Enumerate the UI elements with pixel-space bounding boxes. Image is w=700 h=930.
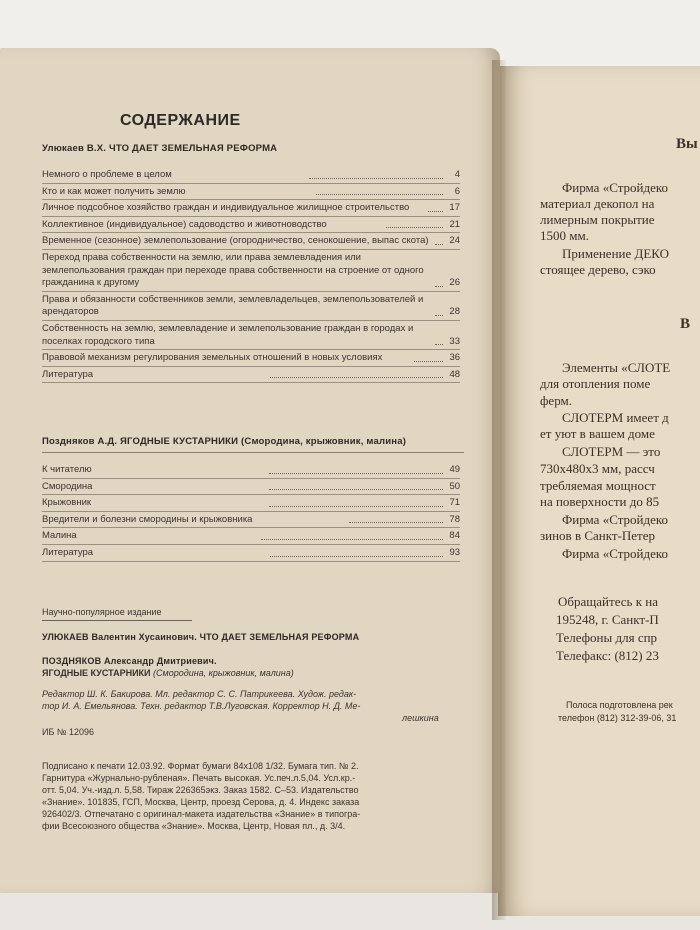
leader-dots <box>270 556 443 557</box>
toc-entry-title: Коллективное (индивидуальное) садоводство и животноводство <box>42 218 327 230</box>
toc-entry <box>42 497 460 512</box>
toc-entry-title: Правовой механизм регулирования земельных отношений в новых условиях <box>42 352 383 364</box>
toc-entry <box>42 514 460 529</box>
toc-entry <box>42 169 460 184</box>
right-page-line: Вы <box>676 136 698 152</box>
toc-entry-title: Собственность на землю, землевладение и землепользование граждан в городах и поселках городского типа <box>42 322 414 347</box>
section1-contents <box>42 169 460 385</box>
imprint-book2-sub: (Смородина, крыжовник, малина) <box>153 668 294 678</box>
toc-entry-title: К читателю <box>42 464 92 475</box>
toc-entry-page: 84 <box>449 530 460 542</box>
leader-dots <box>316 194 443 195</box>
section2-heading <box>42 436 406 447</box>
section1-heading <box>42 143 277 154</box>
imprint-detail-line: фии Всесоюзного общества «Знание». Москва, Центр, Новая пл., д. 3/4. <box>42 821 346 831</box>
imprint-detail-line: отт. 5,04. Уч.-изд.л. 5,58. Тираж 226365экз. Заказ 1582. С–53. Издательство <box>42 785 359 795</box>
right-page-line: на поверхности до 85 <box>540 494 660 509</box>
imprint-book1: УЛЮКАЕВ Валентин Хусаинович. ЧТО ДАЕТ ЗЕМЕЛЬНАЯ РЕФОРМА <box>42 632 360 642</box>
right-page-line: требляемая мощност <box>540 478 656 493</box>
leader-dots <box>428 211 443 212</box>
toc-entry-title: Временное (сезонное) землепользование (огородничество, сенокошение, выпас скота) <box>42 235 429 247</box>
toc-entry-title: Литература <box>42 368 94 380</box>
section2-subtitle: (Смородина, крыжовник, малина) <box>241 436 407 447</box>
toc-entry-page: 50 <box>449 480 461 492</box>
toc-entry-page: 78 <box>449 513 460 525</box>
toc-entry-page: 48 <box>449 368 461 380</box>
book-gutter <box>492 60 506 920</box>
toc-entry-page: 6 <box>454 185 460 197</box>
right-page-line: материал декопол на <box>540 196 655 211</box>
toc-entry-title: Литература <box>42 546 94 558</box>
leader-dots <box>269 489 443 490</box>
section2-contents <box>42 464 460 564</box>
section2-title: ЯГОДНЫЕ КУСТАРНИКИ <box>120 436 239 447</box>
toc-entry <box>42 369 460 384</box>
editors-line: лешкина <box>402 713 439 723</box>
toc-entry-page: 4 <box>454 169 460 180</box>
right-page-line: 730х480х3 мм, рассч <box>540 461 655 476</box>
leader-dots <box>269 473 443 474</box>
right-page-line: Элементы «СЛОТЕ <box>562 360 671 375</box>
section1-author: Улюкаев В.Х. <box>42 143 107 154</box>
right-page-line: В <box>680 316 691 332</box>
toc-entry-page: 49 <box>449 464 461 475</box>
right-page-line: 195248, г. Санкт-П <box>556 612 659 627</box>
toc-entry-title: Вредители и болезни смородины и крыжовника <box>42 513 253 525</box>
right-page-line: ет уют в вашем доме <box>540 426 655 441</box>
leader-dots <box>435 244 443 245</box>
ib-number: ИБ № 12096 <box>42 727 95 737</box>
leader-dots <box>435 344 443 345</box>
toc-entry-page: 26 <box>449 277 460 289</box>
right-page-line: Фирма «Стройдеко <box>562 546 669 561</box>
toc-entry <box>42 252 460 292</box>
toc-entry-page: 71 <box>449 497 461 509</box>
section1-title: ЧТО ДАЕТ ЗЕМЕЛЬНАЯ РЕФОРМА <box>108 143 278 154</box>
section2-rule <box>42 452 464 453</box>
toc-entry <box>42 530 460 545</box>
right-page-line: лимерным покрытие <box>540 212 655 227</box>
toc-entry-title: Смородина <box>42 480 93 492</box>
right-page-line: зинов в Санкт-Петер <box>540 528 655 543</box>
right-page-line: Полоса подготовлена рек <box>566 700 673 710</box>
toc-entry-page: 36 <box>449 352 461 364</box>
editors-line: Редактор Ш. К. Бакирова. Мл. редактор С. С. Патрикеева. Худож. редак- <box>42 689 357 699</box>
toc-entry-page: 33 <box>449 335 460 347</box>
leader-dots <box>435 286 443 287</box>
toc-entry-page: 21 <box>449 218 461 230</box>
toc-entry <box>42 235 460 250</box>
right-page-line: ферм. <box>540 393 572 408</box>
toc-entry-title: Крыжовник <box>42 497 92 509</box>
edition-type: Научно-популярное издание <box>42 607 162 617</box>
toc-entry-page: 28 <box>449 306 460 318</box>
leader-dots <box>269 506 443 507</box>
leader-dots <box>270 377 443 378</box>
toc-entry-title: Немного о проблеме в целом <box>42 169 172 180</box>
right-page-line: СЛОТЕРМ имеет д <box>562 410 669 425</box>
toc-entry <box>42 547 460 562</box>
leader-dots <box>261 539 443 540</box>
right-page-line: стоящее дерево, сэко <box>540 262 656 277</box>
imprint-book2-title: ЯГОДНЫЕ КУСТАРНИКИ <box>42 668 151 678</box>
toc-entry <box>42 323 460 350</box>
toc-entry-page: 17 <box>449 202 460 214</box>
toc-entry <box>42 294 460 321</box>
toc-entry-title: Малина <box>42 530 77 542</box>
leader-dots <box>349 522 443 523</box>
right-page-line: Применение ДЕКО <box>562 246 670 261</box>
imprint-details <box>42 760 467 832</box>
leader-dots <box>414 361 443 362</box>
imprint-detail-line: «Знание». 101835, ГСП, Москва, Центр, проезд Серова, д. 4. Индекс заказа <box>42 797 360 807</box>
imprint-editors <box>42 688 467 724</box>
section2-author: Поздняков А.Д. <box>42 436 118 447</box>
toc-entry <box>42 481 460 496</box>
right-page-line: СЛОТЕРМ — это <box>562 444 661 459</box>
right-page-line: Фирма «Стройдеко <box>562 512 669 527</box>
toc-entry <box>42 352 460 367</box>
toc-entry <box>42 219 460 234</box>
leader-dots <box>386 227 443 228</box>
leader-dots <box>309 178 443 179</box>
toc-entry-page: 93 <box>449 546 461 558</box>
right-page-line: Фирма «Стройдеко <box>562 180 669 195</box>
imprint-detail-line: Подписано к печати 12.03.92. Формат бумаги 84х108 1/32. Бумага тип. № 2. <box>42 761 359 771</box>
right-page-line: Телефоны для спр <box>556 630 658 645</box>
imprint-detail-line: 926402/3. Отпечатано с оригинал-макета издательства «Знание» в типогра- <box>42 809 361 819</box>
toc-entry-title: Переход права собственности на землю, или права землевладения или землепользования граждан при переходе права собственности на строение от одного гражданина к другому <box>42 251 424 289</box>
toc-title: СОДЕРЖАНИЕ <box>120 112 241 129</box>
imprint-book2-title-line <box>42 668 294 678</box>
toc-entry-page: 24 <box>449 235 460 247</box>
right-page-line: 1500 мм. <box>540 228 589 243</box>
toc-entry <box>42 202 460 217</box>
toc-entry-title: Кто и как может получить землю <box>42 185 186 197</box>
toc-entry-title: Права и обязанности собственников земли, землевладельцев, землепользователей и арендаторов <box>42 293 424 318</box>
editors-line: тор И. А. Емельянова. Техн. редактор Т.В.Луговская. Корректор Н. Д. Ме- <box>42 701 361 711</box>
edition-type-underline <box>42 620 192 621</box>
right-page-line: телефон (812) 312-39-06, 31 <box>558 713 677 723</box>
toc-entry <box>42 464 460 479</box>
toc-entry-title: Личное подсобное хозяйство граждан и индивидуальное жилищное строительство <box>42 202 410 214</box>
imprint-book2-author: ПОЗДНЯКОВ Александр Дмитриевич. <box>42 656 217 666</box>
right-page-line: для отопления поме <box>540 376 651 391</box>
leader-dots <box>435 315 443 316</box>
right-page-line: Телефакс: (812) 23 <box>556 648 659 663</box>
imprint-detail-line: Гарнитура «Журнально-рубленая». Печать высокая. Ус.печ.л.5,04. Усл.кр.- <box>42 773 356 783</box>
right-page-line: Обращайтесь к на <box>558 594 659 609</box>
toc-entry <box>42 186 460 201</box>
